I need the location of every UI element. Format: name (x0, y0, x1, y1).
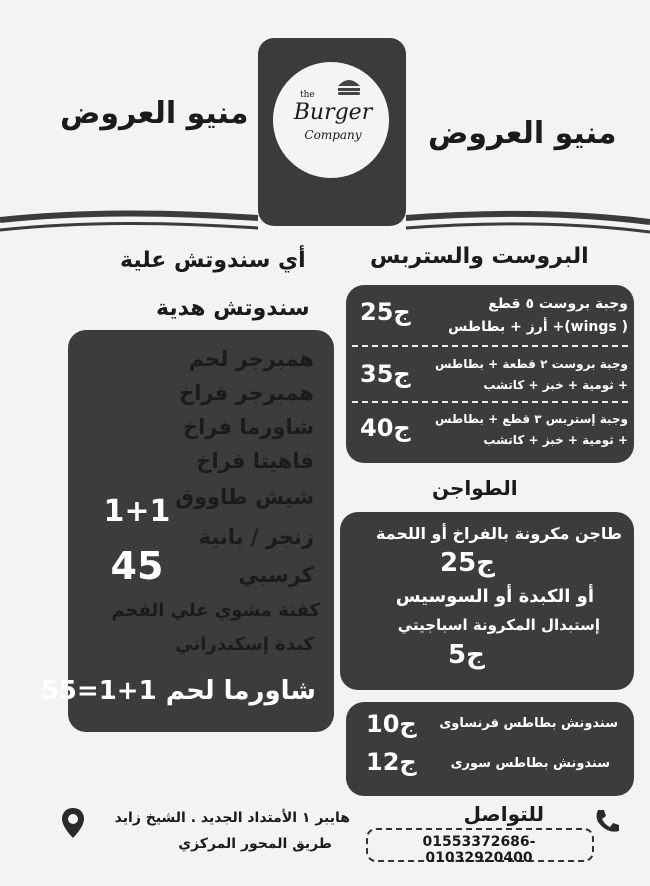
offer-price: 45 (110, 544, 164, 588)
meal-divider-2 (352, 401, 628, 403)
tawajen-line3: إستبدال المكرونة اسباجيتي (397, 616, 600, 634)
meal-2-line2: + ثومية + خبز + كاتشب (483, 378, 628, 392)
meal-divider-1 (352, 345, 628, 347)
fries-2-label: سندونش بطاطس سورى (450, 756, 610, 771)
sandwich-item-9: كبدة إسكندراني (175, 634, 314, 655)
meal-2-price: ج35 (360, 360, 411, 388)
meal-3-line1: وجبة إستربس ٣ قطع + بطاطس (434, 412, 628, 426)
phone-icon (592, 806, 622, 836)
sandwich-item-5: شيش طاووق (175, 485, 314, 509)
sandwich-item-8: كفتة مشوي علي الفحم (111, 600, 320, 621)
address-line1: هايبر ١ الأمتداد الجديد . الشيخ زايد (114, 810, 350, 826)
shawarma-offer: شاورما لحم 1+1=55 (40, 676, 316, 706)
burger-icon (336, 76, 362, 96)
fries-1-label: سندونش بطاطس فرنساوى (439, 716, 618, 731)
tawajen-price1: ج25 (440, 548, 495, 578)
any-sandwich-heading: أي سندوتش علية (120, 248, 306, 273)
address-line2: طريق المحور المركزي (178, 836, 332, 852)
fries-1-price: ج10 (366, 710, 417, 738)
tawajen-price2: ج5 (448, 640, 485, 670)
location-pin-icon (60, 806, 86, 840)
meal-3-price: ج40 (360, 414, 411, 442)
sandwich-item-7: كرسبي (238, 563, 314, 587)
logo-the: the (300, 90, 315, 100)
meal-1-price: ج25 (360, 298, 411, 326)
meal-2-line1: وجبة بروست ٢ قطعة + بطاطس (434, 357, 628, 371)
sandwich-item-6: زنجر / بانية (198, 525, 314, 549)
phone-numbers[interactable]: 01553372686-01032920400 (422, 834, 536, 866)
sandwich-item-4: فاهيتا فراخ (196, 449, 314, 473)
header-title-left: منيو العروض (60, 96, 249, 131)
contact-label: للتواصل (463, 802, 544, 826)
gift-sandwich-heading: سندوتش هدية (156, 296, 310, 321)
sandwich-item-3: شاورما فراخ (182, 415, 314, 439)
offer-label: 1+1 (103, 494, 171, 529)
header-ribbon (0, 208, 650, 238)
tawajen-line2: أو الكبدة أو السوسيس (395, 586, 594, 607)
broast-heading: البروست والستربس (370, 244, 589, 269)
header-title-right: منيو العروض (428, 116, 617, 151)
meal-1-line1: وجبة بروست ٥ قطع (488, 296, 628, 312)
fries-2-price: ج12 (366, 748, 417, 776)
meal-1-line2: ( wings)+ أرز + بطاطس (448, 319, 628, 335)
meal-3-line2: + ثومية + خبز + كاتشب (483, 433, 628, 447)
tawajen-line1: طاجن مكرونة بالفراخ أو اللحمة (375, 524, 622, 543)
sandwich-item-2: همبرجر فراخ (179, 381, 314, 405)
logo-subtitle: Company (304, 128, 362, 142)
sandwich-item-1: همبرجر لحم (188, 347, 314, 371)
tawajen-heading: الطواجن (432, 476, 518, 500)
logo-name: Burger (293, 100, 373, 125)
